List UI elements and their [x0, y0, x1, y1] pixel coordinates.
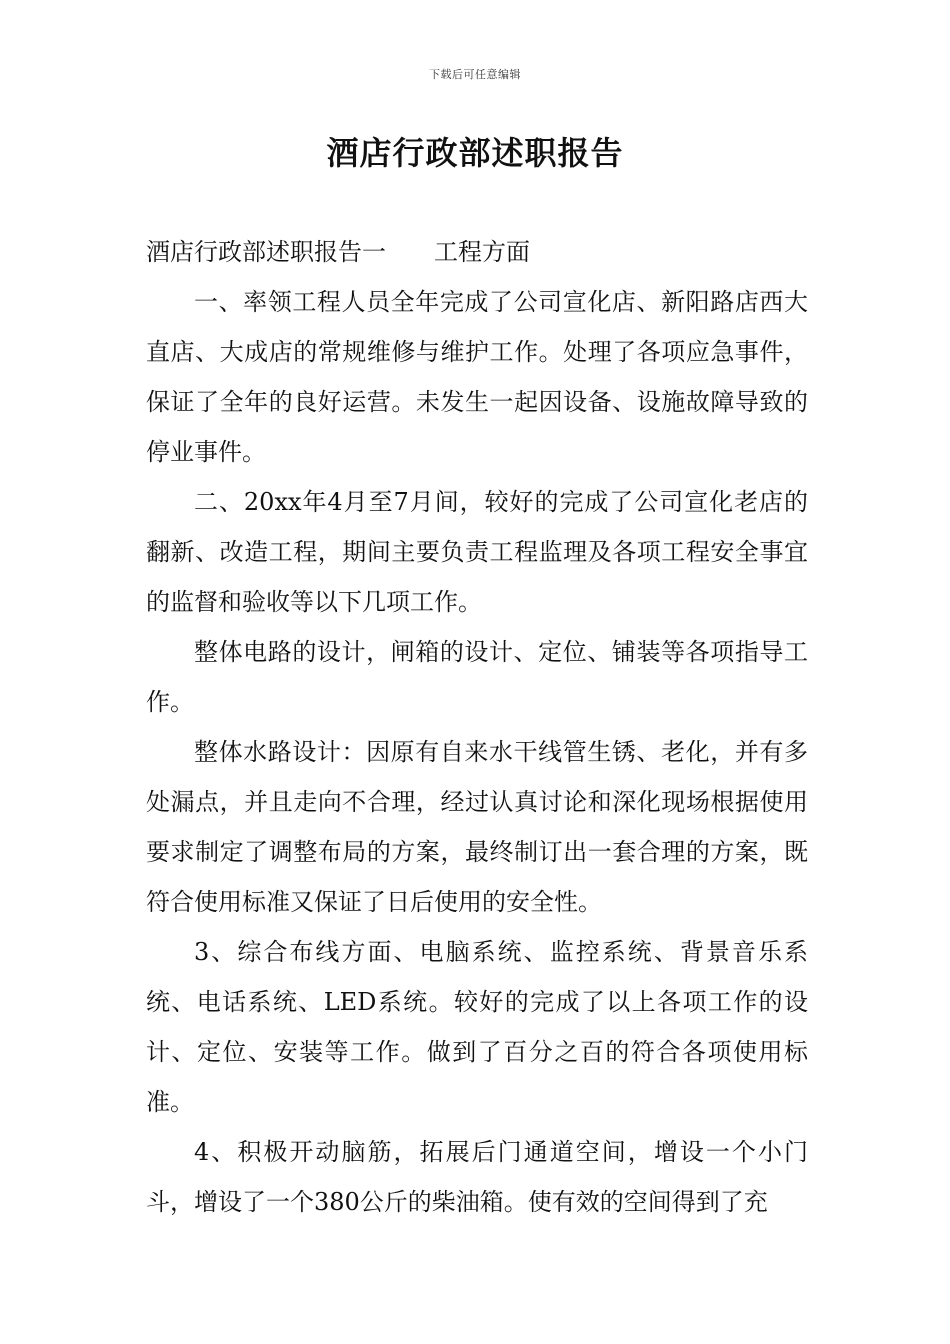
paragraph: 整体水路设计：因原有自来水干线管生锈、老化，并有多处漏点，并且走向不合理，经过认真讨论和深化现场根据使用要求制定了调整布局的方案，最终制订出一套合理的方案，既符合使用标准又保证了日后使用的安全性。 — [146, 738, 808, 916]
paragraph: 一、率领工程人员全年完成了公司宣化店、新阳路店西大直店、大成店的常规维修与维护工作。处理了各项应急事件，保证了全年的良好运营。未发生一起因设备、设施故障导致的停业事件。 — [146, 288, 808, 466]
document-title: 酒店行政部述职报告 — [326, 134, 624, 172]
intro-line — [146, 227, 808, 277]
paragraph: 4、积极开动脑筋，拓展后门通道空间，增设一个小门斗，增设了一个380公斤的柴油箱。使有效的空间得到了充 — [146, 1138, 808, 1216]
document-body — [146, 227, 808, 1227]
intro-section: 工程方面 — [434, 238, 530, 266]
header-note: 下载后可任意编辑 — [429, 68, 521, 81]
paragraph: 3、综合布线方面、电脑系统、监控系统、背景音乐系统、电话系统、LED系统。较好的完成了以上各项工作的设计、定位、安装等工作。做到了百分之百的符合各项使用标准。 — [146, 938, 808, 1116]
paragraph: 二、20xx年4月至7月间，较好的完成了公司宣化老店的翻新、改造工程，期间主要负责工程监理及各项工程安全事宜的监督和验收等以下几项工作。 — [146, 488, 808, 616]
paragraph: 整体电路的设计，闸箱的设计、定位、铺装等各项指导工作。 — [146, 638, 808, 716]
intro-heading: 酒店行政部述职报告一 — [146, 238, 386, 266]
